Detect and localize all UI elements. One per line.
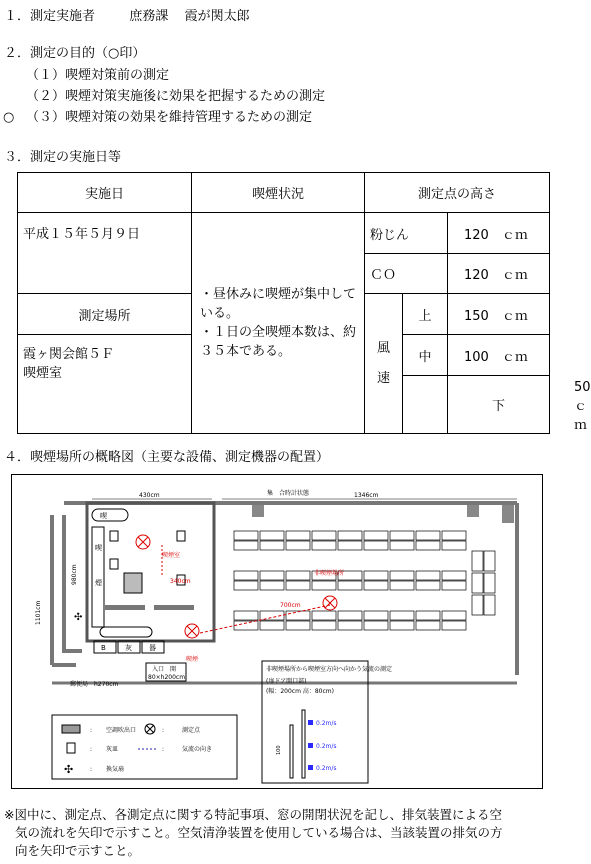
measure-square [308, 720, 313, 725]
bench-top [92, 509, 128, 521]
distance-340-label: 340cm [170, 578, 191, 585]
desk [364, 541, 388, 550]
section-4-number: ４． [4, 450, 31, 465]
corridor-label: 郵便局 h270cm [70, 681, 119, 688]
footnote [4, 806, 556, 860]
distance-700-label: 700cm [280, 602, 301, 609]
legend-seat: 灰皿 [106, 746, 119, 753]
desk [442, 621, 466, 630]
section-1-label: 測定実施者 [30, 9, 96, 24]
section-3 [4, 146, 121, 165]
svg-text::: : [162, 727, 165, 734]
desk [338, 541, 362, 550]
section-3-number: ３． [4, 150, 31, 165]
desk [338, 611, 362, 620]
desk [312, 611, 336, 620]
desk [338, 621, 362, 630]
desk [260, 571, 284, 580]
layout-diagram-svg [12, 475, 542, 788]
desk [286, 571, 310, 580]
svg-text::: : [90, 766, 93, 773]
dim-left: 980cm [71, 564, 78, 585]
legend-measure: 測定点 [182, 727, 201, 734]
box-3-label: 器 [149, 644, 156, 652]
ashtray-icon [110, 559, 118, 569]
header-height: 測定点の高さ [365, 173, 550, 213]
co-label: ＣＯ [365, 254, 448, 294]
measure-square [308, 743, 313, 748]
legend-measure-icon [145, 724, 155, 734]
layout-diagram [11, 474, 543, 789]
door-label: 入口 開 [152, 666, 177, 673]
purpose-option-1 [26, 64, 169, 83]
department: 庶務課 [129, 9, 169, 24]
smoking-room-wall [87, 503, 214, 641]
desk [364, 581, 388, 590]
side-desk [484, 551, 495, 571]
footnote-line-2: 気の流れを矢印で示すこと。空気清浄装置を使用している場合は、当該装置の排気の方 [15, 825, 503, 840]
non-smoking-label: 非喫煙場所 [314, 570, 345, 577]
section-4 [4, 446, 329, 465]
air-purifier [124, 573, 142, 593]
height-bar [290, 725, 293, 778]
measure-point-icon [136, 535, 150, 549]
wind-value-middle: 100 ｃｍ [448, 335, 550, 376]
wind-pos-bottom: 下 [448, 376, 550, 434]
desk [338, 531, 362, 540]
airflow-info-title: 非喫煙場所から喫煙室方向へ向かう気流の測定 [266, 666, 393, 673]
fan-icon: ✣ [74, 612, 83, 623]
desk [312, 621, 336, 630]
column [502, 505, 514, 523]
dim-top: 430cm [139, 492, 160, 499]
column [467, 505, 479, 517]
dim-right-top: 1346cm [354, 492, 379, 499]
desk [390, 581, 414, 590]
desk [312, 581, 336, 590]
side-desk [484, 595, 495, 615]
svg-text::: : [90, 727, 93, 734]
desk [364, 621, 388, 630]
section-4-label: 喫煙場所の概略図（主要な設備、測定機器の配置） [30, 450, 330, 465]
bench-bottom [100, 627, 152, 637]
dim-outer-left: 1101cm [35, 600, 42, 625]
desk [234, 571, 258, 580]
desk [286, 581, 310, 590]
desk [286, 621, 310, 630]
box-2-label: 灰 [125, 644, 132, 652]
legend-fan: 換気扇 [106, 766, 125, 773]
svg-text::: : [162, 746, 165, 753]
desk [234, 621, 258, 630]
desk [442, 531, 466, 540]
legend-fan-icon: ✣ [64, 763, 74, 776]
wind-pos-middle: 中 [403, 335, 448, 376]
box-b-label: B [101, 644, 106, 652]
measure-point-icon [323, 596, 337, 610]
section-3-label: 測定の実施日等 [30, 150, 122, 165]
airflow-value-top: 0.2m/s [316, 720, 337, 727]
desk [442, 581, 466, 590]
desk [442, 611, 466, 620]
ashtray-icon [177, 531, 185, 541]
svg-text::: : [90, 746, 93, 753]
desk [390, 611, 414, 620]
desk [260, 621, 284, 630]
legend-airflow: 気流の向き [182, 746, 213, 753]
desk [364, 571, 388, 580]
desk [390, 531, 414, 540]
footnote-line-3: 向を矢印で示すこと。 [15, 843, 141, 858]
desk [390, 621, 414, 630]
hall-label: 集 合時計状態 [267, 490, 310, 497]
side-desk [472, 551, 483, 571]
smoking-label: 喫煙 [186, 656, 199, 663]
section-1-number: １． [4, 9, 31, 24]
measure-square [308, 765, 313, 770]
place-label: 測定場所 [18, 294, 192, 335]
desk [234, 541, 258, 550]
measure-point-icon [185, 624, 199, 638]
desk [260, 531, 284, 540]
desk [442, 541, 466, 550]
desk [234, 531, 258, 540]
smoking-room-label: 喫煙室 [162, 552, 181, 559]
purpose-option-3 [3, 106, 312, 125]
desk [390, 541, 414, 550]
desk [286, 541, 310, 550]
dust-value: 120 ｃｍ [448, 213, 550, 254]
airflow-value-mid: 0.2m/s [316, 743, 337, 750]
place-cell: 霞ヶ関会館５Ｆ 喫煙室 [18, 335, 192, 434]
column [252, 505, 264, 517]
bench-left [92, 527, 104, 627]
bench-label: 喫 [100, 512, 107, 520]
desk [364, 611, 388, 620]
desk [442, 571, 466, 580]
desk [260, 541, 284, 550]
selected-circle-mark: ○ [3, 110, 15, 125]
desk [234, 581, 258, 590]
desk [416, 531, 440, 540]
co-value: 120 ｃｍ [448, 254, 550, 294]
height-label: 100 [276, 745, 282, 755]
vent-icon [62, 725, 80, 733]
side-desk [484, 573, 495, 593]
wind-speed-label: 風 速 [365, 294, 403, 434]
airflow-value-bottom: 0.2m/s [316, 765, 337, 772]
airflow-info-sub2: (幅：200cm 高：80cm) [266, 688, 334, 695]
airflow-line [200, 605, 330, 633]
measurement-table: 実施日 喫煙状況 測定点の高さ 平成１５年５月９日 ・昼休みに喫煙が集中している。 ・１日の全喫煙本数は、約３５本である。 粉じん 120 ｃｍ ＣＯ 120 ｃｍ 測定場所 風 速 上 150 ｃｍ 霞ヶ関会館５Ｆ 喫煙室 中 100 ｃｍ 下 50 ｃｍ [17, 172, 550, 434]
smoking-status-bottom [403, 376, 448, 434]
desk [286, 531, 310, 540]
ashtray-icon [110, 531, 118, 541]
height-bar [302, 710, 305, 778]
desk [338, 581, 362, 590]
bench-label-left2: 煙 [95, 579, 102, 587]
door-size-label: 80×h200cm [148, 674, 186, 681]
desk-area [234, 531, 495, 630]
desk [312, 531, 336, 540]
section-1 [4, 5, 250, 24]
purpose-option-2 [26, 85, 325, 104]
smoking-status-cell: ・昼休みに喫煙が集中している。 ・１日の全喫煙本数は、約３５本である。 [192, 213, 365, 434]
person-name: 霞が関太郎 [184, 9, 250, 24]
outer-wall-left [52, 515, 82, 665]
date-cell: 平成１５年５月９日 [18, 213, 192, 294]
legend-vent: 空調吹出口 [106, 727, 137, 734]
desk [390, 571, 414, 580]
purpose-option-text: （１）喫煙対策前の測定 [26, 68, 170, 83]
desk [234, 611, 258, 620]
desk [416, 541, 440, 550]
side-desk [472, 573, 483, 593]
wind-value-top: 150 ｃｍ [448, 294, 550, 335]
desk [312, 541, 336, 550]
dust-label: 粉じん [365, 213, 448, 254]
side-desk [472, 595, 483, 615]
section-2 [4, 42, 145, 61]
bench-label-left: 喫 [95, 544, 102, 552]
header-smoking-status: 喫煙状況 [192, 173, 365, 213]
legend-ashtray-icon [67, 743, 75, 753]
section-2-label: 測定の目的（○印） [30, 46, 146, 61]
desk [260, 581, 284, 590]
airflow-info-sub1: (扉ドア開口部) [266, 678, 307, 685]
footnote-line-1: ※図中に、測定点、各測定点に関する特記事項、窓の開閉状況を記し、排気装置による空 [4, 807, 502, 822]
desk [416, 611, 440, 620]
desk [416, 571, 440, 580]
desk [364, 531, 388, 540]
table-1 [105, 605, 145, 610]
header-date: 実施日 [18, 173, 192, 213]
purpose-option-text: （３）喫煙対策の効果を維持管理するための測定 [26, 110, 313, 125]
desk [416, 621, 440, 630]
table-2 [154, 605, 194, 610]
desk [416, 581, 440, 590]
section-2-number: ２． [4, 46, 31, 61]
purpose-option-text: （２）喫煙対策実施後に効果を把握するための測定 [26, 89, 326, 104]
wind-pos-top: 上 [403, 294, 448, 335]
